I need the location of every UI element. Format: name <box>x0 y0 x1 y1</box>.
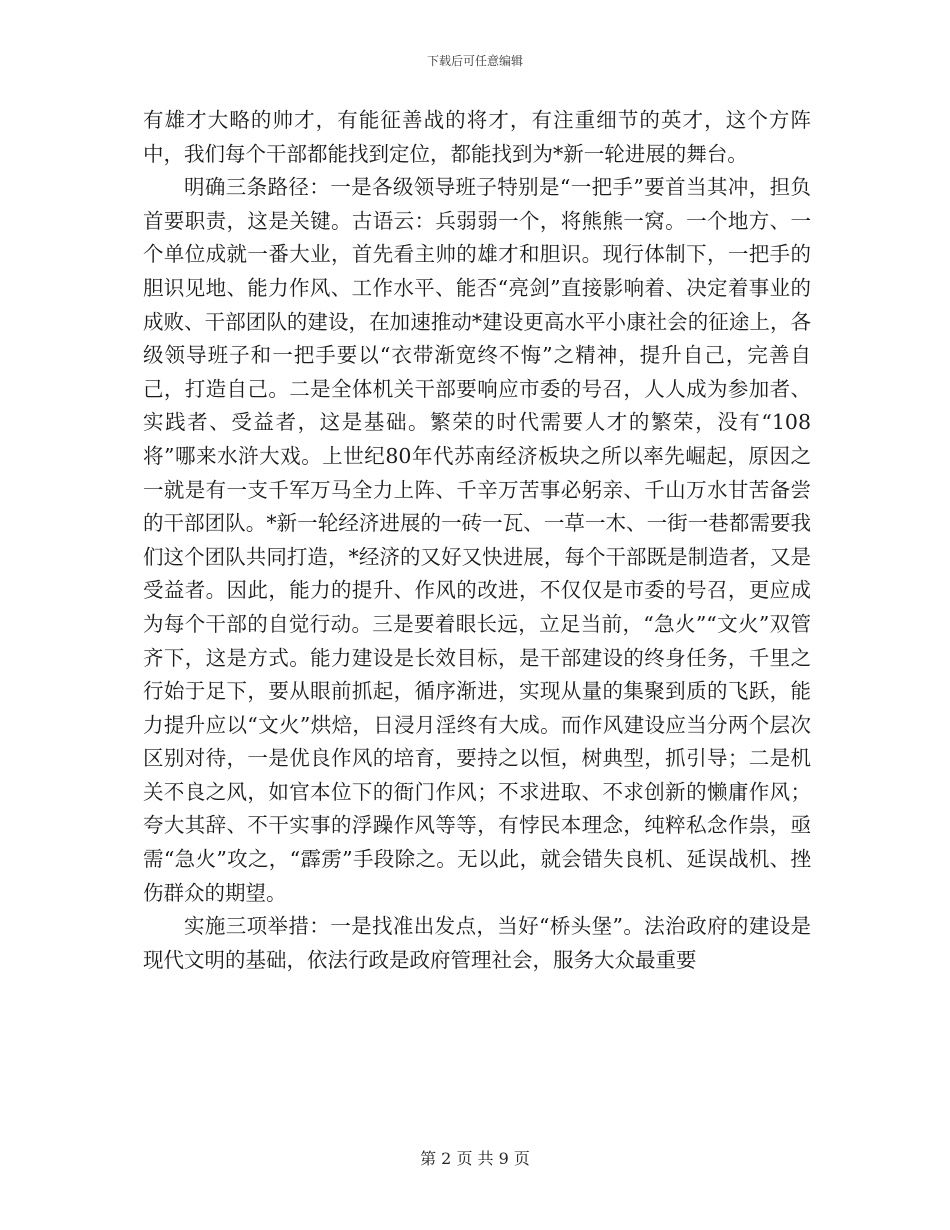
page-number-footer: 第 2 页 共 9 页 <box>420 1149 530 1168</box>
document-body <box>143 104 811 977</box>
paragraph-three-measures: 实施三项举措：一是找准出发点，当好“桥头堡”。法治政府的建设是现代文明的基础，依法行政是政府管理社会，服务大众最重要 <box>143 914 811 972</box>
page-header: 下载后可任意编辑 <box>426 54 523 68</box>
paragraph-continuation: 有雄才大略的帅才，有能征善战的将才，有注重细节的英才，这个方阵中，我们每个干部都能找到定位，都能找到为*新一轮进展的舞台。 <box>143 108 811 166</box>
paragraph-three-paths: 明确三条路径：一是各级领导班子特别是“一把手”要首当其冲，担负首要职责，这是关键。古语云：兵弱弱一个，将熊熊一窝。一个地方、一个单位成就一番大业，首先看主帅的雄才和胆识。现行体制下，一把手的胆识见地、能力作风、工作水平、能否“亮剑”直接影响着、决定着事业的成败、干部团队的建设，在加速推动*建设更高水平小康社会的征途上，各级领导班子和一把手要以“衣带渐宽终不悔”之精神，提升自己，完善自己，打造自己。二是全体机关干部要响应市委的号召，人人成为参加者、实践者、受益者，这是基础。繁荣的时代需要人才的繁荣，没有“108将”哪来水浒大戏。上世纪80年代苏南经济板块之所以率先崛起，原因之一就是有一支千军万马全力上阵、千辛万苦事必躬亲、千山万水甘苦备尝的干部团队。*新一轮经济进展的一砖一瓦、一草一木、一街一巷都需要我们这个团队共同打造，*经济的又好又快进展，每个干部既是制造者，又是受益者。因此，能力的提升、作风的改进，不仅仅是市委的号召，更应成为每个干部的自觉行动。三是要着眼长远，立足当前，“急火”“文火”双管齐下，这是方式。能力建设是长效目标，是干部建设的终身任务，千里之行始于足下，要从眼前抓起，循序渐进，实现从量的集聚到质的飞跃，能力提升应以“文火”烘焙，日浸月淫终有大成。而作风建设应当分两个层次区别对待，一是优良作风的培育，要持之以恒，树典型，抓引导；二是机关不良之风，如官本位下的衙门作风；不求进取、不求创新的懒庸作风；夸大其辞、不干实事的浮躁作风等等，有悖民本理念，纯粹私念作祟，亟需“急火”攻之，“霹雳”手段除之。无以此，就会错失良机、延误战机、挫伤群众的期望。 <box>143 175 811 905</box>
